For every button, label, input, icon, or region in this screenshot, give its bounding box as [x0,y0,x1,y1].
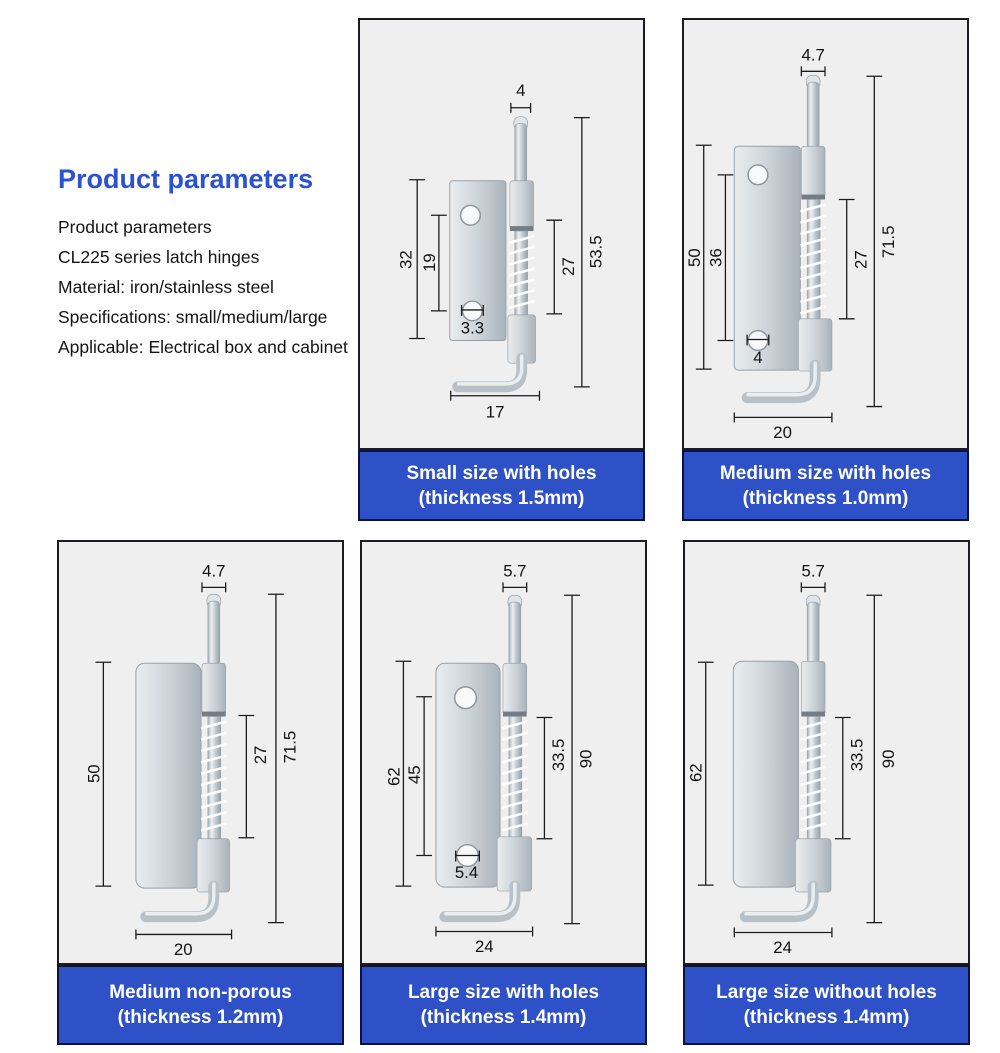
dim-left-outer: 62 [686,763,706,783]
hinge-graphic [734,75,832,397]
hinge-figure [682,18,969,450]
hinge-graphic [450,117,536,387]
caption-line-1: Medium non-porous [109,982,292,1003]
caption-line-2: (thickness 1.5mm) [418,487,585,509]
dim-right-inner: 27 [251,745,271,765]
hinge-graphic [733,595,831,916]
hinge-diagram-small [360,20,643,448]
intro-block [58,164,368,367]
dim-hole: 5.4 [454,863,479,883]
intro-line: Applicable: Electrical box and cabinet [58,337,348,357]
intro-line: CL225 series latch hinges [58,247,260,267]
caption-line-2: (thickness 1.4mm) [743,1007,910,1028]
dim-top: 5.7 [801,561,825,581]
hinge-diagram-medium-non-porous [59,542,342,963]
caption-medium-with-holes [682,450,969,521]
upper-hole [461,205,481,225]
dim-left-outer: 62 [384,767,404,786]
hinge-diagram-medium [684,20,967,448]
caption-large-with-holes [360,965,647,1045]
panel-large-with-holes [360,540,647,1045]
dim-hole: 3.3 [460,318,485,338]
hinge-figure [358,18,645,450]
caption-line-1: Medium size with holes [719,462,932,484]
panel-medium-with-holes [682,18,969,521]
dim-top: 4.7 [202,561,226,581]
dim-left-outer: 50 [684,248,704,267]
hinge-graphic [136,594,230,916]
hinge-diagram-large [362,542,645,963]
intro-line: Specifications: small/medium/large [58,307,328,327]
dim-right-outer: 90 [879,749,899,769]
dim-left-outer: 32 [396,250,416,269]
caption-small-with-holes [358,450,645,521]
dim-bottom: 24 [474,937,494,957]
caption-line-1: Large size with holes [407,982,600,1003]
dim-hole: 4 [753,348,763,368]
panel-small-with-holes [358,18,645,521]
dim-right-outer: 71.5 [280,730,300,764]
dim-left-inner: 19 [419,253,439,272]
dim-right-inner: 27 [558,257,578,276]
upper-hole [748,165,768,185]
caption-line-2: (thickness 1.0mm) [742,487,909,509]
dim-bottom: 20 [173,940,193,960]
dim-top: 4.7 [801,45,825,65]
caption-line-2: (thickness 1.4mm) [420,1007,587,1028]
dim-left-outer: 50 [84,764,104,784]
caption-line-2: (thickness 1.2mm) [117,1007,284,1028]
dim-bottom: 17 [485,402,505,422]
dim-right-inner: 33.5 [847,738,867,772]
intro-line: Material: iron/stainless steel [58,277,274,297]
hinge-figure [683,540,970,965]
dim-right-outer: 71.5 [879,225,899,259]
caption-medium-non-porous [57,965,344,1045]
dim-top: 5.7 [503,561,527,581]
caption-line-1: Small size with holes [406,462,597,484]
intro-line: Product parameters [58,217,212,237]
dim-left-inner: 45 [405,765,425,785]
dim-right-inner: 27 [851,250,871,269]
dim-top: 4 [516,80,526,100]
dim-left-inner: 36 [706,248,726,267]
dim-right-inner: 33.5 [549,738,569,772]
dim-bottom: 24 [773,938,792,958]
panel-medium-non-porous [57,540,344,1045]
dim-right-outer: 53.5 [586,235,606,269]
caption-large-without-holes [683,965,970,1045]
upper-hole [455,687,477,709]
hinge-diagram-large-no-holes [685,542,968,963]
page-title: Product parameters [58,164,314,194]
panel-large-without-holes [683,540,970,1045]
hinge-graphic [436,595,532,916]
caption-line-1: Large size without holes [716,982,937,1003]
hinge-figure [57,540,344,965]
hinge-figure [360,540,647,965]
dim-bottom: 20 [773,423,792,443]
dim-right-outer: 90 [576,749,596,769]
